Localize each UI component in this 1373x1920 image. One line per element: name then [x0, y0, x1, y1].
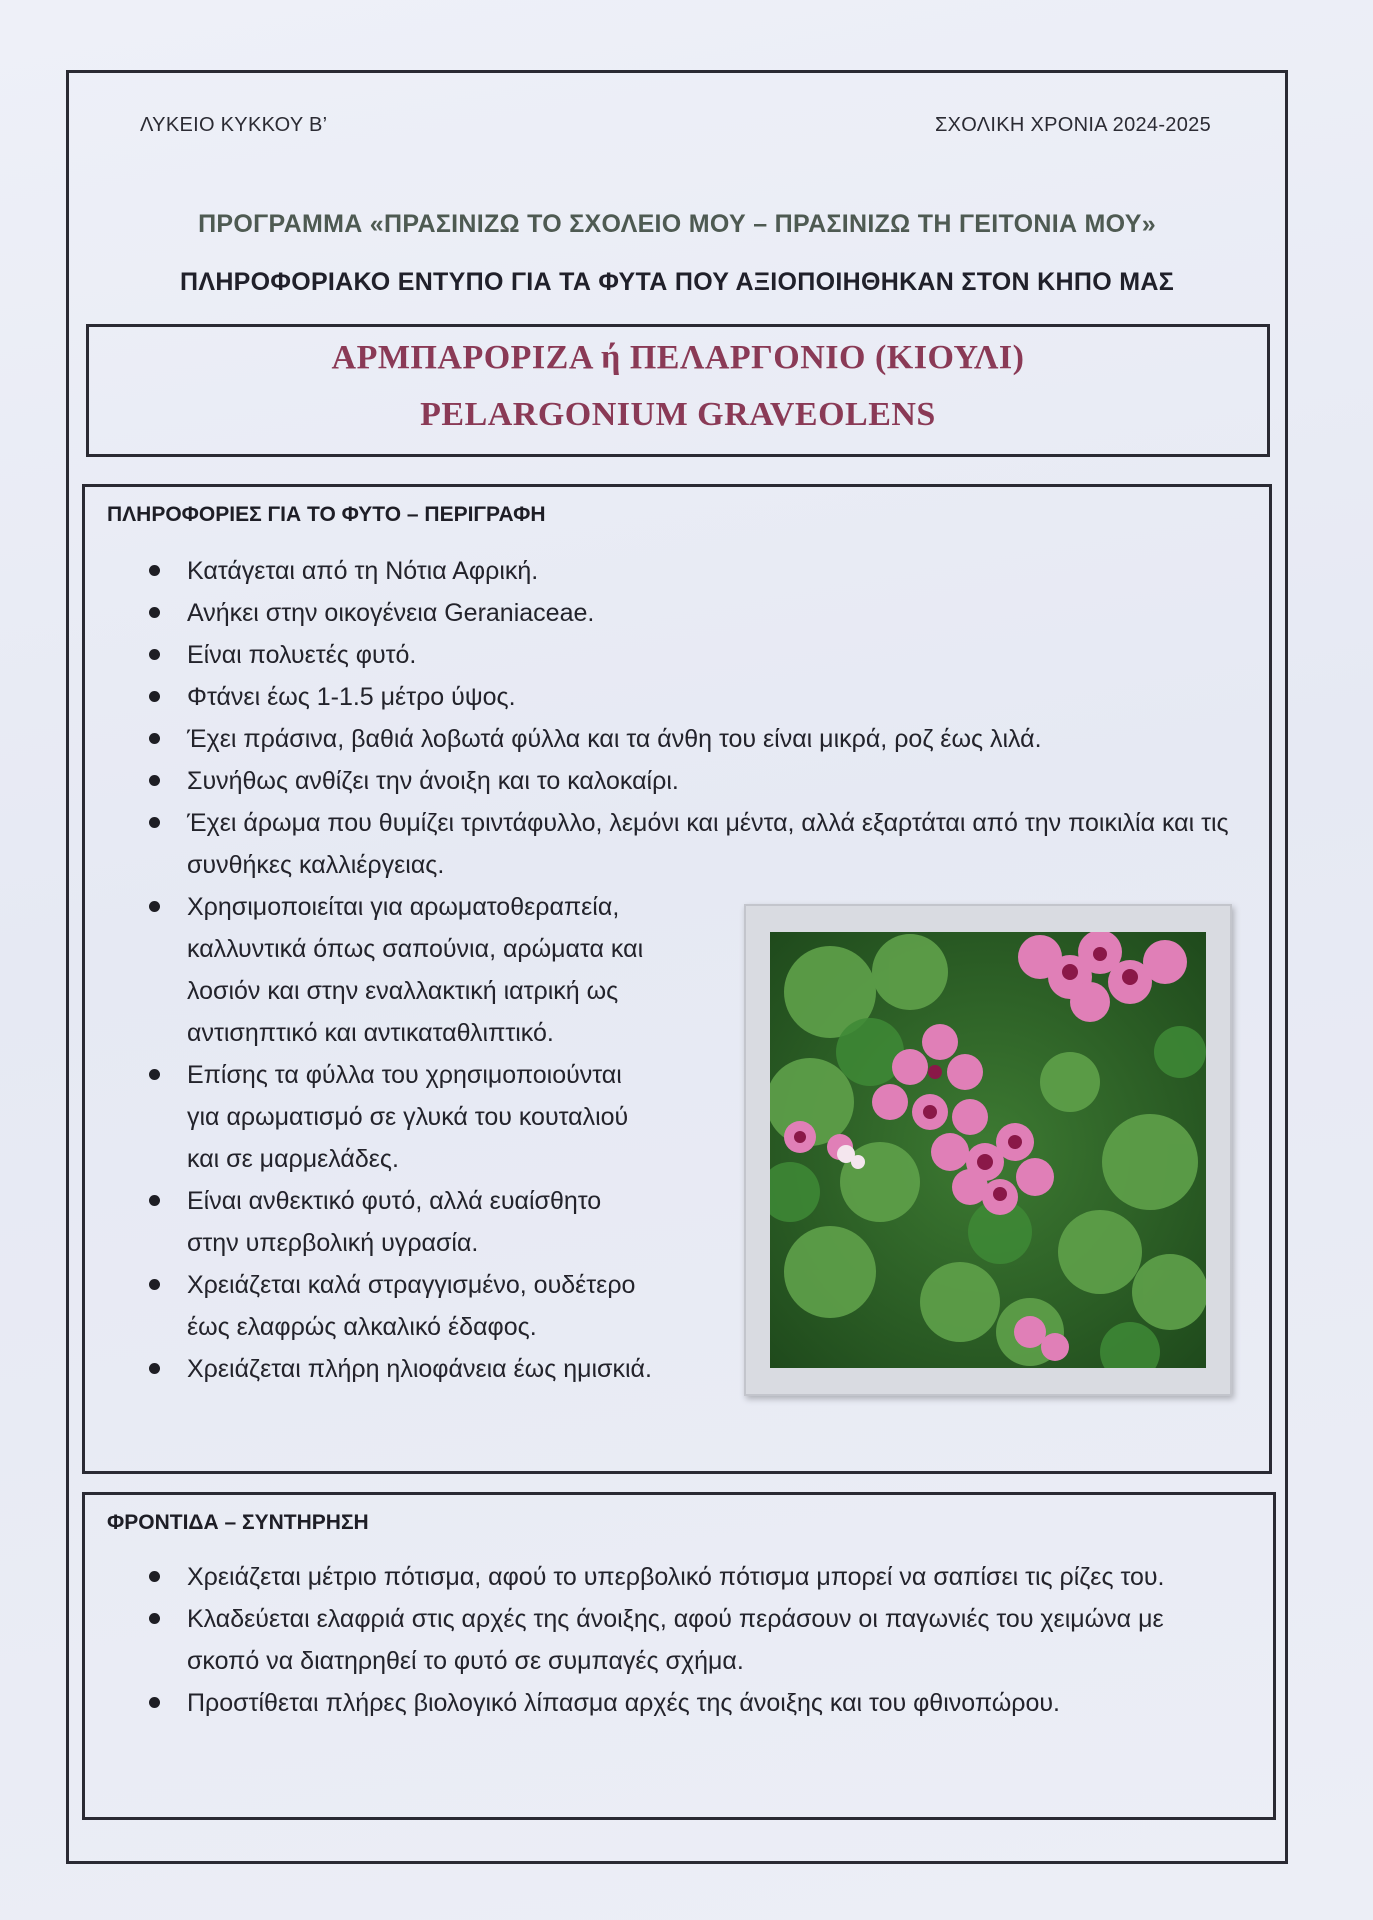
plant-title-box	[86, 324, 1270, 457]
plant-photo	[744, 904, 1232, 1396]
list-item: Χρειάζεται καλά στραγγισμένο, ουδέτερο έως ελαφρώς αλκαλικό έδαφος.	[85, 1264, 657, 1348]
list-item: Έχει άρωμα που θυμίζει τριντάφυλλο, λεμόνι και μέντα, αλλά εξαρτάται από την ποικιλία και τις συνθήκες καλλιέργειας.	[85, 802, 1235, 886]
school-year: ΣΧΟΛΙΚΗ ΧΡΟΝΙΑ 2024-2025	[934, 114, 1211, 136]
care-section	[82, 1492, 1276, 1820]
list-item: Κατάγεται από τη Νότια Αφρική.	[85, 550, 1235, 592]
leaflet-title: ΠΛΗΡΟΦΟΡΙΑΚΟ ΕΝΤΥΠΟ ΓΙΑ ΤΑ ΦΥΤΑ ΠΟΥ ΑΞΙΟΠΟΙΗΘΗΚΑΝ ΣΤΟΝ ΚΗΠΟ ΜΑΣ	[179, 268, 1174, 296]
list-item: Χρειάζεται μέτριο πότισμα, αφού το υπερβολικό πότισμα μπορεί να σαπίσει τις ρίζες του.	[85, 1556, 1235, 1598]
pelargonium-flower-photo-icon	[770, 932, 1206, 1368]
list-item: Είναι πολυετές φυτό.	[85, 634, 1235, 676]
list-item: Συνήθως ανθίζει την άνοιξη και το καλοκαίρι.	[85, 760, 1235, 802]
list-item: Φτάνει έως 1-1.5 μέτρο ύψος.	[85, 676, 1235, 718]
school-name: ΛΥΚΕΙΟ ΚΥΚΚΟΥ Β’	[140, 114, 328, 136]
plant-name: ΑΡΜΠΑΡΟΡΙΖΑ ή ΠΕΛΑΡΓΟΝΙΟ (ΚΙΟΥΛΙ)	[331, 339, 1025, 376]
list-item: Κλαδεύεται ελαφριά στις αρχές της άνοιξης, αφού περάσουν οι παγωνιές του χειμώνα με σκοπό να διατηρηθεί το φυτό σε συμπαγές σχήμα.	[85, 1598, 1235, 1682]
info-heading: ΠΛΗΡΟΦΟΡΙΕΣ ΓΙΑ ΤΟ ΦΥΤΟ – ΠΕΡΙΓΡΑΦΗ	[107, 503, 546, 526]
program-title: ΠΡΟΓΡΑΜΜΑ «ΠΡΑΣΙΝΙΖΩ ΤΟ ΣΧΟΛΕΙΟ ΜΟΥ – ΠΡΑΣΙΝΙΖΩ ΤΗ ΓΕΙΤΟΝΙΑ ΜΟΥ»	[198, 210, 1156, 238]
care-list	[85, 1556, 1235, 1724]
list-item: Είναι ανθεκτικό φυτό, αλλά ευαίσθητο στην υπερβολική υγρασία.	[85, 1180, 657, 1264]
list-item: Έχει πράσινα, βαθιά λοβωτά φύλλα και τα άνθη του είναι μικρά, ροζ έως λιλά.	[85, 718, 1235, 760]
list-item: Χρειάζεται πλήρη ηλιοφάνεια έως ημισκιά.	[85, 1348, 657, 1390]
plant-latin-name: PELARGONIUM GRAVEOLENS	[420, 396, 936, 433]
list-item: Επίσης τα φύλλα του χρησιμοποιούνται για αρωματισμό σε γλυκά του κουταλιού και σε μαρμελάδες.	[85, 1054, 657, 1180]
care-heading: ΦΡΟΝΤΙΔΑ – ΣΥΝΤΗΡΗΣΗ	[107, 1511, 369, 1534]
list-item: Ανήκει στην οικογένεια Geraniaceae.	[85, 592, 1235, 634]
list-item: Χρησιμοποιείται για αρωματοθεραπεία, καλλυντικά όπως σαπούνια, αρώματα και λοσιόν και στην εναλλακτική ιατρική ως αντισηπτικό και αντικαταθλιπτικό.	[85, 886, 657, 1054]
list-item: Προστίθεται πλήρες βιολογικό λίπασμα αρχές της άνοιξης και του φθινοπώρου.	[85, 1682, 1235, 1724]
